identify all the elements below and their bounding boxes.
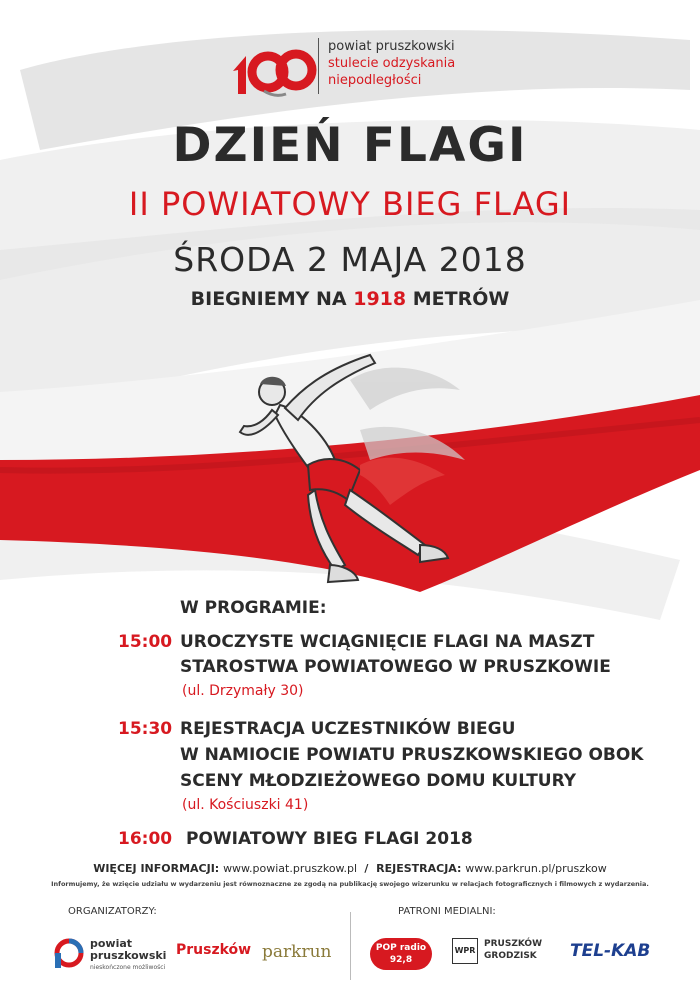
more-info-label: WIĘCEJ INFORMACJI: <box>93 862 220 875</box>
info-separator: / <box>364 862 369 875</box>
wpr-line1: PRUSZKÓW <box>484 939 542 949</box>
run-distance-value: 1918 <box>353 288 407 310</box>
consent-note: Informujemy, że wzięcie udziału w wydarzeniu jest równoznaczne ze zgodą na publikację swojego wizerunku w relacjach fotograficznych i filmowych z wydarzenia. <box>51 880 649 888</box>
media-patrons-label: PATRONI MEDIALNI: <box>398 906 496 917</box>
more-info-url[interactable]: www.powiat.pruszkow.pl <box>223 862 358 875</box>
info-line <box>0 862 700 875</box>
program-address-2: (ul. Kościuszki 41) <box>182 797 309 813</box>
powiat-logo <box>52 930 172 980</box>
registration-url[interactable]: www.parkrun.pl/pruszkow <box>465 862 607 875</box>
wpr-line2: GRODZISK <box>484 951 537 961</box>
header-line3: niepodległości <box>328 73 422 88</box>
powiat-tagline: nieskończone możliwości <box>90 964 166 971</box>
runner-illustration <box>230 340 470 590</box>
powiat-logo-icon <box>52 936 86 970</box>
program-line: SCENY MŁODZIEŻOWEGO DOMU KULTURY <box>180 771 577 791</box>
program-address-1: (ul. Drzymały 30) <box>182 683 304 699</box>
main-title: DZIEŃ FLAGI <box>172 118 528 173</box>
program-time-3: 16:00 <box>118 829 173 849</box>
run-distance <box>0 288 700 310</box>
organizers-label: ORGANIZATORZY: <box>68 906 157 917</box>
sponsors-divider <box>350 912 351 980</box>
program-line: W NAMIOCIE POWIATU PRUSZKOWSKIEGO OBOK <box>180 745 644 765</box>
program-line: UROCZYSTE WCIĄGNIĘCIE FLAGI NA MASZT <box>180 632 595 652</box>
program-line: REJESTRACJA UCZESTNIKÓW BIEGU <box>180 719 516 739</box>
wpr-logo: WPR <box>452 938 478 964</box>
program-heading: W PROGRAMIE: <box>180 598 327 618</box>
event-date: ŚRODA 2 MAJA 2018 <box>173 240 527 279</box>
powiat-line2: pruszkowski <box>90 949 167 962</box>
program-line: POWIATOWY BIEG FLAGI 2018 <box>186 829 473 849</box>
powiat-line1: powiat <box>90 937 133 950</box>
program-time-1: 15:00 <box>118 632 173 652</box>
pop-radio-freq: 92,8 <box>389 955 413 965</box>
pop-radio-name: POP radio <box>375 943 427 953</box>
run-suffix: METRÓW <box>412 288 510 310</box>
header-text <box>328 38 455 89</box>
subtitle: II POWIATOWY BIEG FLAGI <box>128 185 572 223</box>
run-prefix: BIEGNIEMY NA <box>190 288 347 310</box>
telkab-logo: TEL-KAB <box>570 941 651 961</box>
pop-radio-logo <box>370 938 432 970</box>
header-line1: powiat pruszkowski <box>328 39 455 54</box>
program-time-2: 15:30 <box>118 719 173 739</box>
header-line2: stulecie odzyskania <box>328 56 456 71</box>
parkrun-logo: parkrun <box>262 942 332 962</box>
pruszkow-logo: Pruszków <box>176 942 252 958</box>
centenary-logo <box>228 36 318 98</box>
header-divider <box>318 38 319 94</box>
registration-label: REJESTRACJA: <box>376 862 462 875</box>
program-line: STAROSTWA POWIATOWEGO W PRUSZKOWIE <box>180 657 611 677</box>
